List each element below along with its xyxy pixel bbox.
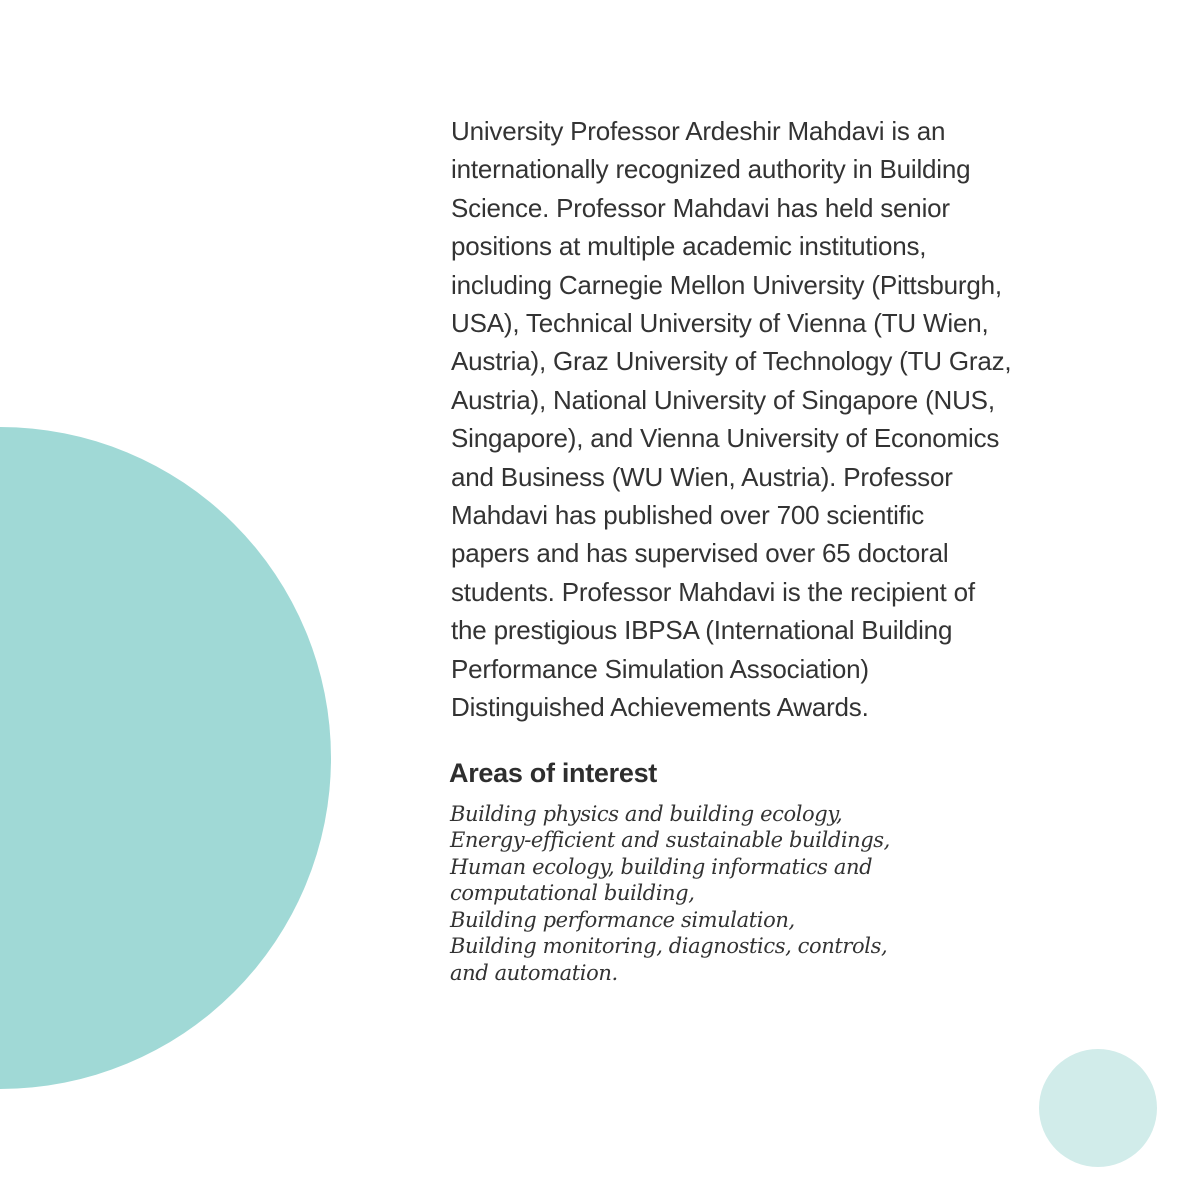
biography-line: including Carnegie Mellon University (Pittsburgh,: [451, 269, 1002, 300]
biography-line: Performance Simulation Association): [451, 653, 869, 684]
biography-line: Distinguished Achievements Awards.: [451, 692, 869, 723]
biography-line: Science. Professor Mahdavi has held senior: [451, 192, 950, 223]
biography-line: and Business (WU Wien, Austria). Professor: [451, 461, 953, 492]
areas-of-interest-line: Building physics and building ecology,: [450, 801, 843, 826]
biography-line: Mahdavi has published over 700 scientific: [451, 500, 925, 531]
areas-of-interest-heading: Areas of interest: [449, 757, 657, 788]
biography-line: Austria), Graz University of Technology (TU Graz,: [451, 346, 1012, 377]
biography-line: papers and has supervised over 65 doctoral: [451, 538, 949, 569]
biography-line: USA), Technical University of Vienna (TU Wien,: [451, 308, 989, 339]
areas-of-interest-line: Building monitoring, diagnostics, controls,: [450, 934, 888, 958]
areas-of-interest-line: Human ecology, building informatics and: [450, 854, 873, 879]
decorative-small-circle: [1039, 1049, 1157, 1167]
areas-of-interest-line: Building performance simulation,: [450, 907, 795, 932]
decorative-large-circle: [0, 427, 331, 1089]
profile-content: [451, 112, 1051, 986]
biography-line: the prestigious IBPSA (International Building: [451, 615, 953, 646]
areas-of-interest-line: computational building,: [450, 881, 695, 905]
biography-line: Austria), National University of Singapore (NUS,: [451, 384, 995, 415]
biography-line: internationally recognized authority in Building: [451, 154, 971, 185]
biography-line: students. Professor Mahdavi is the recipient of: [451, 576, 975, 607]
areas-of-interest-line: and automation.: [450, 960, 618, 985]
biography-paragraph: [451, 112, 1051, 727]
biography-line: Singapore), and Vienna University of Economics: [451, 423, 1000, 454]
biography-line: University Professor Ardeshir Mahdavi is an: [451, 116, 946, 146]
biography-line: positions at multiple academic institutions,: [451, 231, 927, 262]
areas-of-interest-line: Energy-efficient and sustainable buildings,: [450, 828, 890, 852]
areas-of-interest-list: [450, 801, 1051, 987]
